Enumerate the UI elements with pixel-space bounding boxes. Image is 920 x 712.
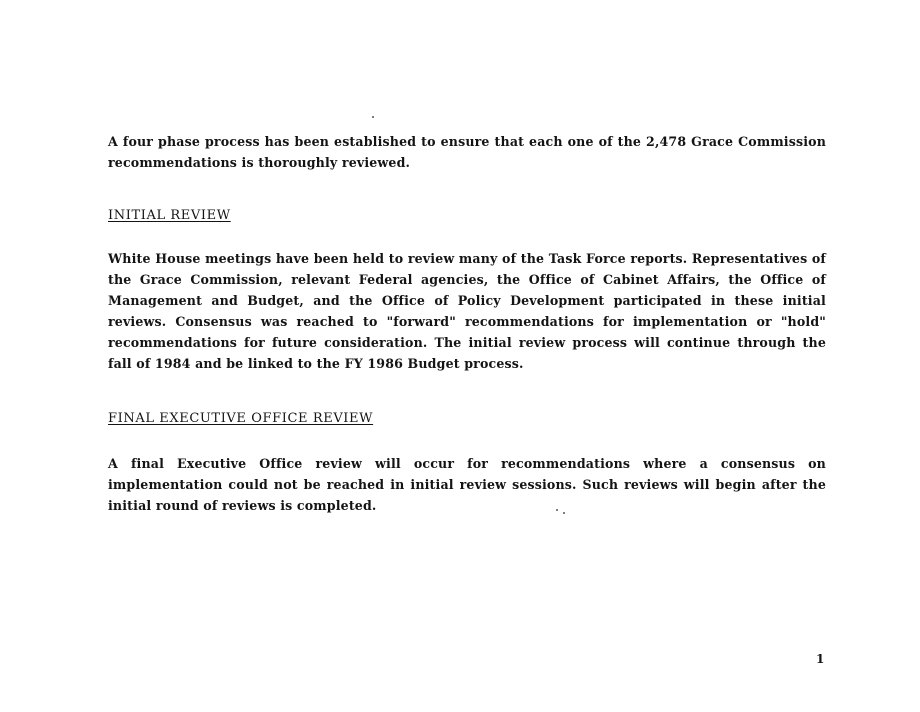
intro-paragraph: A four phase process has been established to ensure that each one of the 2,478 Grace Commission recommendations is thoroughly reviewed. bbox=[108, 134, 826, 170]
scan-speck bbox=[372, 116, 374, 118]
final-executive-office-review-paragraph: A final Executive Office review will occur for recommendations where a consensus on implementation could not be reached in initial review sessions. Such reviews will begin after the initial round of reviews is completed. bbox=[108, 456, 826, 513]
initial-review-paragraph: White House meetings have been held to review many of the Task Force reports. Representatives of the Grace Commission, relevant Federal agencies, the Office of Cabinet Affairs, the Office of Management and Budget, and the Office of Policy Development participated in these initial reviews. Consensus was reached to "forward" recommendations for implementation or "hold" recommendations for future consideration. The initial review process will continue through the fall of 1984 and be linked to the FY 1986 Budget process. bbox=[108, 251, 826, 371]
scan-speck bbox=[556, 509, 558, 511]
scan-speck bbox=[563, 512, 565, 514]
initial-review-heading: INITIAL REVIEW bbox=[108, 208, 231, 223]
final-executive-office-review-heading: FINAL EXECUTIVE OFFICE REVIEW bbox=[108, 411, 374, 426]
page-number: 1 bbox=[816, 652, 825, 666]
